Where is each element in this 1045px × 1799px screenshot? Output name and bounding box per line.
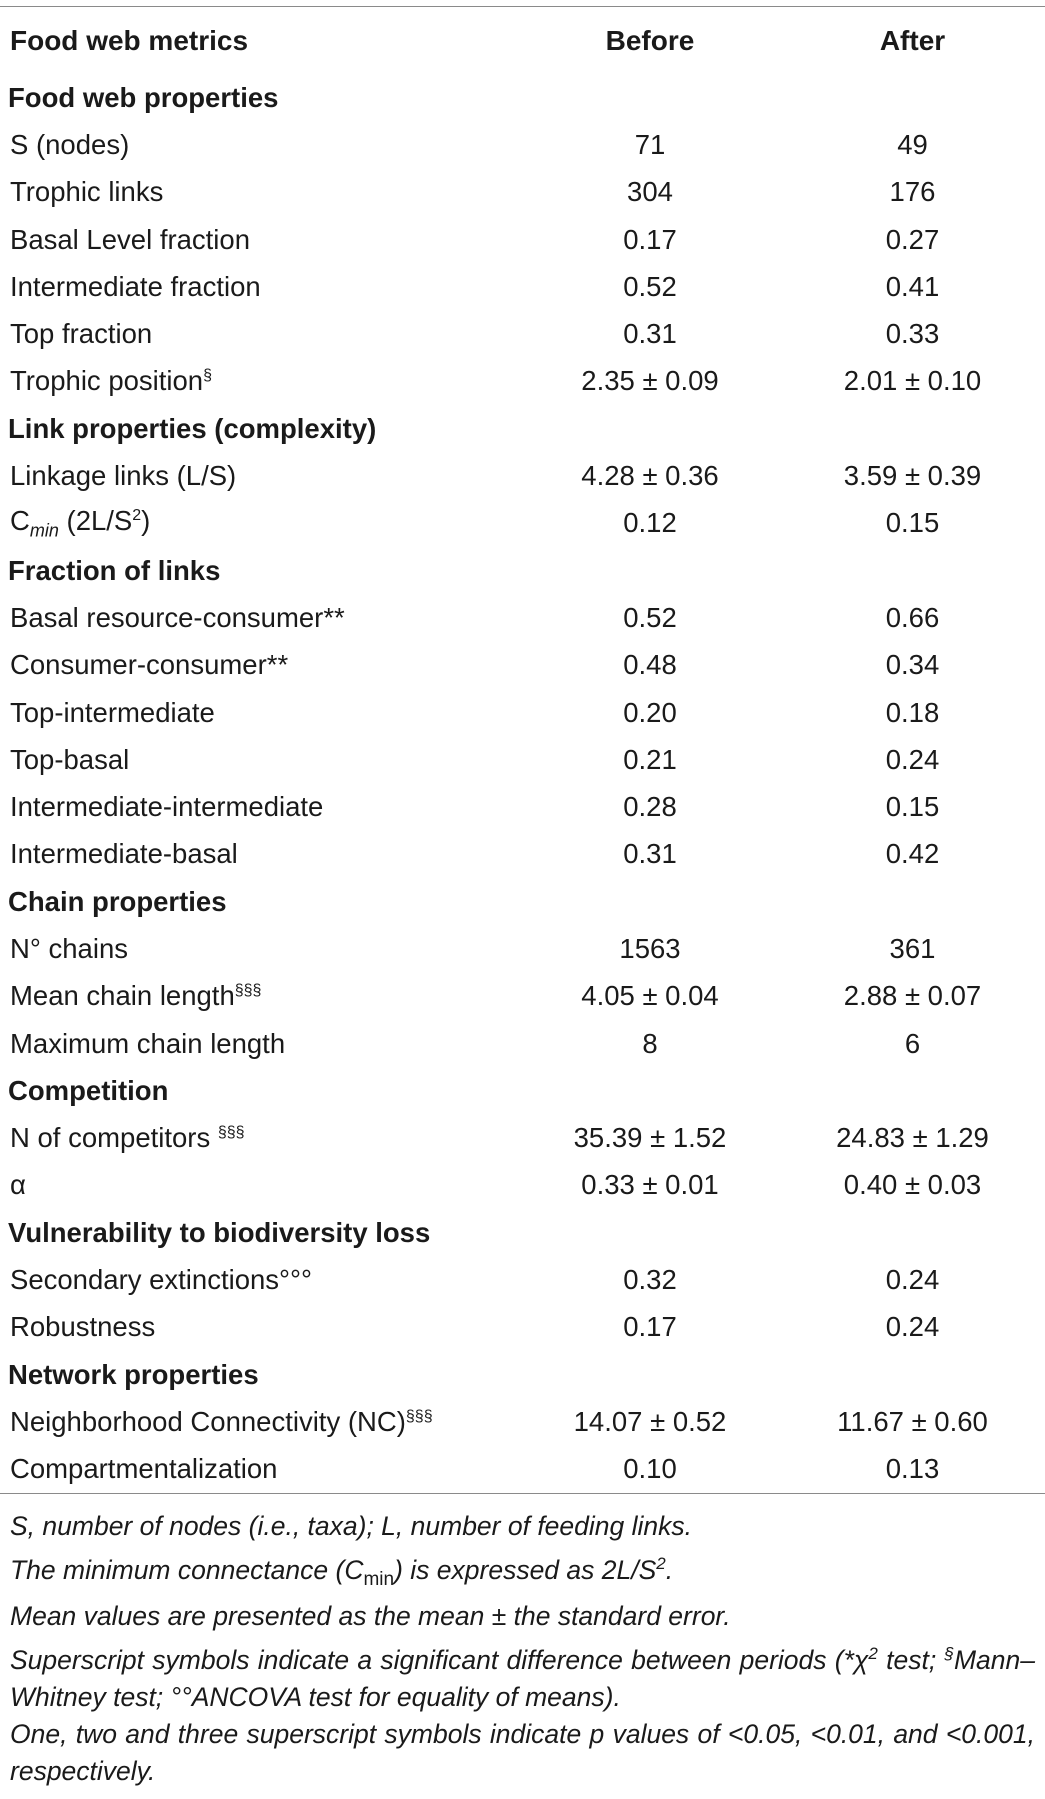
header-after: After (879, 24, 946, 56)
value-before: 0.10 (623, 1453, 677, 1485)
value-before: 0.28 (623, 791, 677, 823)
value-before: 71 (634, 128, 666, 160)
value-after: 0.66 (885, 601, 940, 633)
value-after: 0.18 (885, 696, 940, 728)
value-after: 0.13 (885, 1453, 940, 1485)
metric-label: $C_{min}$ $(2L/S^2)$ (10, 505, 151, 541)
table-row (0, 216, 1045, 263)
value-after: 0.15 (885, 791, 940, 823)
footnote-4: Superscript symbols indicate a significant difference between periods ($*\chi^2$ test; §Mann–Whitney test; °°ANCOVA test for equality of means). (10, 1644, 1035, 1712)
section-row (0, 74, 1045, 121)
value-after: 0.15 (885, 507, 940, 539)
value-after: 0.40 ± 0.03 (843, 1169, 982, 1201)
metric-label: Trophic links (10, 176, 164, 208)
section-title: Food web properties (8, 81, 279, 113)
section-title: Competition (8, 1074, 169, 1106)
value-before: 0.20 (623, 696, 677, 728)
footnote-5: One, two and three superscript symbols indicate p values of <0.05, <0.01, and <0.001, respectively. (10, 1718, 1035, 1786)
value-after: 0.24 (885, 1311, 940, 1343)
metric-label: Secondary extinctions°°° (10, 1264, 313, 1296)
section-row (0, 1067, 1045, 1114)
table-row (0, 1398, 1045, 1445)
section-row (0, 1209, 1045, 1256)
value-after: 0.33 (885, 318, 940, 350)
section-row (0, 405, 1045, 452)
value-after: 0.27 (885, 223, 940, 255)
metric-label: Compartmentalization (10, 1453, 278, 1485)
metric-label: S (nodes) (10, 128, 130, 160)
table-row (0, 500, 1045, 547)
table-row (0, 831, 1045, 878)
footnote-3: Mean values are presented as the mean ± the standard error. (10, 1601, 731, 1632)
section-title: Link properties (complexity) (8, 412, 377, 444)
value-after: 0.24 (885, 1264, 940, 1296)
table-row (0, 642, 1045, 689)
value-before: 0.17 (623, 223, 677, 255)
value-after: 11.67 ± 0.60 (837, 1405, 988, 1437)
value-after: 3.59 ± 0.39 (843, 460, 982, 492)
table-row (0, 1446, 1045, 1493)
value-before: 4.28 ± 0.36 (581, 460, 719, 492)
metric-label: Maximum chain length (10, 1027, 286, 1059)
metric-label: Basal Level fraction (10, 223, 250, 255)
value-before: 0.21 (623, 743, 677, 775)
value-before: 8 (642, 1027, 658, 1059)
table-row (0, 1304, 1045, 1351)
table-row (0, 783, 1045, 830)
metric-label: Robustness (10, 1311, 156, 1343)
footnote-1: S, number of nodes (i.e., taxa); L, number of feeding links. (10, 1510, 692, 1541)
table-footnotes (0, 1494, 1045, 1790)
header-metrics: Food web metrics (10, 24, 249, 56)
value-after: 0.24 (885, 743, 940, 775)
value-before: 4.05 ± 0.04 (581, 980, 719, 1012)
table-row (0, 925, 1045, 972)
table-row (0, 1162, 1045, 1209)
section-row (0, 878, 1045, 925)
section-title: Network properties (8, 1358, 259, 1390)
value-after: 24.83 ± 1.29 (836, 1122, 989, 1154)
value-after: 0.34 (885, 649, 940, 681)
value-before: 0.32 (623, 1264, 677, 1296)
value-after: 49 (897, 128, 928, 160)
table-row (0, 594, 1045, 641)
value-after: 2.01 ± 0.10 (843, 365, 982, 397)
table-row (0, 263, 1045, 310)
value-after: 0.42 (885, 838, 940, 870)
metric-label: Top-basal (10, 743, 130, 775)
section-title: Vulnerability to biodiversity loss (8, 1216, 431, 1248)
value-before: 0.33 ± 0.01 (581, 1169, 719, 1201)
table-row (0, 736, 1045, 783)
value-before: 35.39 ± 1.52 (573, 1122, 727, 1154)
table-row (0, 1020, 1045, 1067)
section-row (0, 1351, 1045, 1398)
footnote-2: The minimum connectance $(C_{min})$ is expressed as $2L/S^2$. (10, 1553, 674, 1591)
value-before: 1563 (619, 932, 681, 964)
table-row (0, 121, 1045, 168)
metrics-table (0, 7, 1045, 1493)
table-row (0, 689, 1045, 736)
metric-label: N of competitors §§§ (10, 1122, 245, 1154)
value-after: 2.88 ± 0.07 (843, 980, 982, 1012)
metric-label: Neighborhood Connectivity (NC)§§§ (10, 1405, 433, 1437)
table-header-row (0, 7, 1045, 74)
metric-label: N° chains (10, 932, 128, 964)
metric-label: Basal resource-consumer** (10, 601, 345, 633)
value-before: 0.52 (623, 270, 677, 302)
metric-label: Intermediate-basal (10, 838, 238, 870)
metric-label: Intermediate fraction (10, 270, 261, 302)
header-before: Before (605, 24, 695, 56)
metric-label: Top fraction (10, 318, 153, 350)
metric-label: Intermediate-intermediate (10, 791, 324, 823)
table-row (0, 169, 1045, 216)
table-row (0, 1115, 1045, 1162)
metric-label: Top-intermediate (10, 696, 215, 728)
value-before: 304 (627, 176, 673, 208)
value-after: 176 (889, 176, 936, 208)
value-before: 2.35 ± 0.09 (581, 365, 719, 397)
section-title: Chain properties (8, 885, 227, 917)
section-title: Fraction of links (8, 554, 221, 586)
value-before: 0.12 (623, 507, 677, 539)
value-after: 361 (889, 932, 936, 964)
table-row (0, 1256, 1045, 1303)
value-before: 0.31 (623, 318, 677, 350)
table-row (0, 452, 1045, 499)
table-body (0, 74, 1045, 1493)
metric-label: Linkage links (L/S) (10, 460, 237, 492)
metric-label: Mean chain length§§§ (10, 980, 262, 1012)
value-before: 0.17 (623, 1311, 677, 1343)
table-row (0, 358, 1045, 405)
metric-label: α (10, 1169, 26, 1201)
metric-label: Consumer-consumer** (10, 649, 289, 681)
value-before: 14.07 ± 0.52 (573, 1405, 727, 1437)
section-row (0, 547, 1045, 594)
table-row (0, 973, 1045, 1020)
value-after: 6 (904, 1027, 921, 1059)
table-row (0, 310, 1045, 357)
metric-label: Trophic position§ (10, 365, 213, 397)
value-after: 0.41 (885, 270, 940, 302)
value-before: 0.48 (623, 649, 677, 681)
food-web-table-figure (0, 6, 1045, 1790)
value-before: 0.31 (623, 838, 677, 870)
value-before: 0.52 (623, 601, 677, 633)
